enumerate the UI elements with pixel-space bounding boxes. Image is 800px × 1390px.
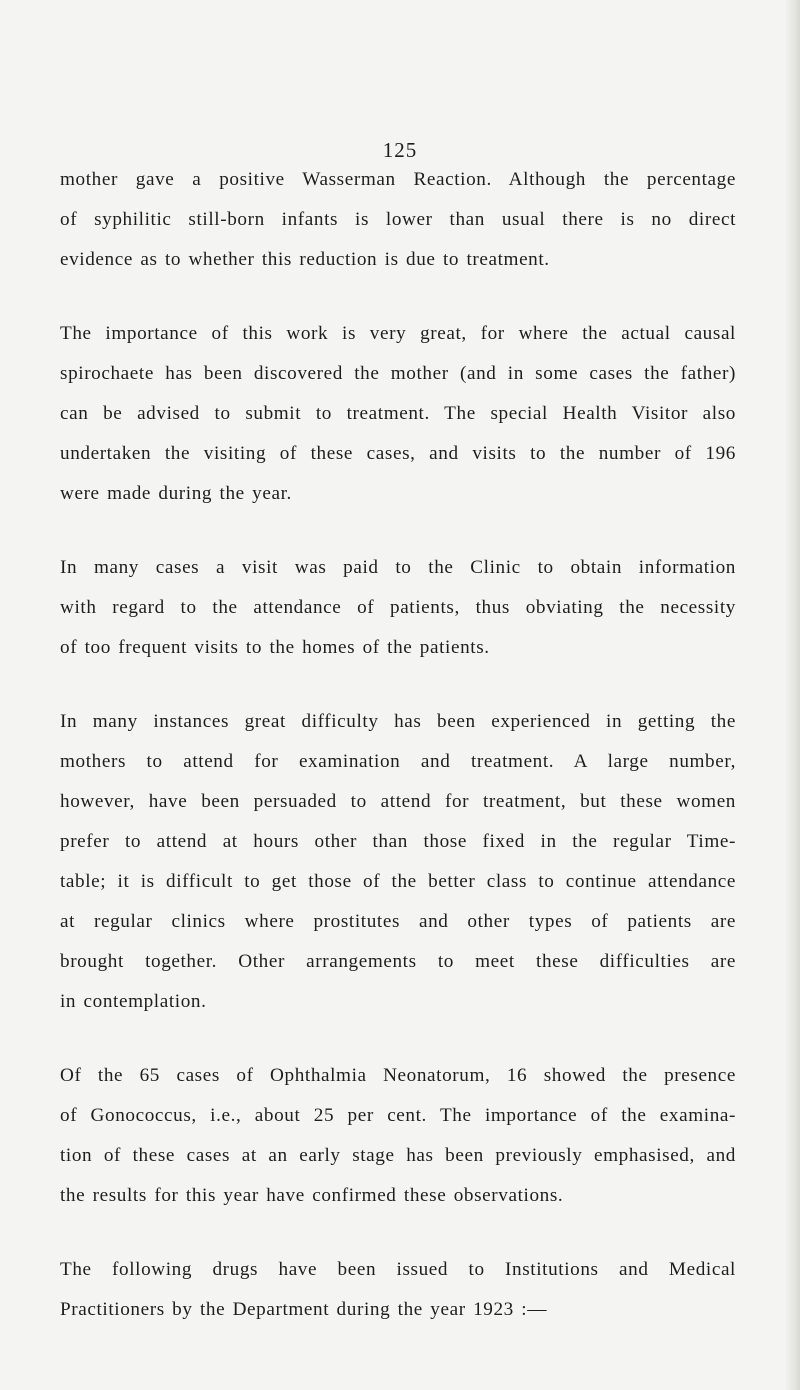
page-edge-shadow xyxy=(786,0,800,1390)
text-line: with regard to the attendance of patients, thus obviating the necessity xyxy=(60,597,736,618)
body-text xyxy=(60,160,736,1364)
text-line: the results for this year have confirmed these observations. xyxy=(60,1185,564,1206)
text-line: mothers to attend for examination and treatment. A large number, xyxy=(60,751,736,772)
text-line: In many cases a visit was paid to the Clinic to obtain information xyxy=(60,557,736,578)
text-line: prefer to attend at hours other than those fixed in the regular Time- xyxy=(60,831,736,852)
text-line: were made during the year. xyxy=(60,483,292,504)
text-line: however, have been persuaded to attend for treatment, but these women xyxy=(60,791,736,812)
text-line: at regular clinics where prostitutes and other types of patients are xyxy=(60,911,736,932)
text-line: brought together. Other arrangements to meet these difficulties are xyxy=(60,951,736,972)
text-line: of Gonococcus, i.e., about 25 per cent. The importance of the examina- xyxy=(60,1105,736,1126)
text-line: evidence as to whether this reduction is due to treatment. xyxy=(60,249,550,270)
text-line: In many instances great difficulty has been experienced in getting the xyxy=(60,711,736,732)
text-line: table; it is difficult to get those of the better class to continue attendance xyxy=(60,871,736,892)
paragraph-6 xyxy=(60,1250,736,1330)
text-line: Of the 65 cases of Ophthalmia Neonatorum, 16 showed the presence xyxy=(60,1065,736,1086)
text-line: The following drugs have been issued to Institutions and Medical xyxy=(60,1259,736,1280)
text-line: The importance of this work is very great, for where the actual causal xyxy=(60,323,736,344)
paragraph-2 xyxy=(60,314,736,514)
text-line: mother gave a positive Wasserman Reaction. Although the percentage xyxy=(60,169,736,190)
text-line: of syphilitic still-born infants is lower than usual there is no direct xyxy=(60,209,736,230)
text-line: spirochaete has been discovered the mother (and in some cases the father) xyxy=(60,363,736,384)
page-number: 125 xyxy=(382,138,418,162)
text-line: Practitioners by the Department during the year 1923 :— xyxy=(60,1299,547,1320)
paragraph-4 xyxy=(60,702,736,1022)
paragraph-3 xyxy=(60,548,736,668)
text-line: of too frequent visits to the homes of the patients. xyxy=(60,637,490,658)
text-line: undertaken the visiting of these cases, and visits to the number of 196 xyxy=(60,443,736,464)
text-line: tion of these cases at an early stage has been previously emphasised, and xyxy=(60,1145,736,1166)
text-line: in contemplation. xyxy=(60,991,207,1012)
paragraph-5 xyxy=(60,1056,736,1216)
text-line: can be advised to submit to treatment. The special Health Visitor also xyxy=(60,403,736,424)
paragraph-1 xyxy=(60,160,736,280)
